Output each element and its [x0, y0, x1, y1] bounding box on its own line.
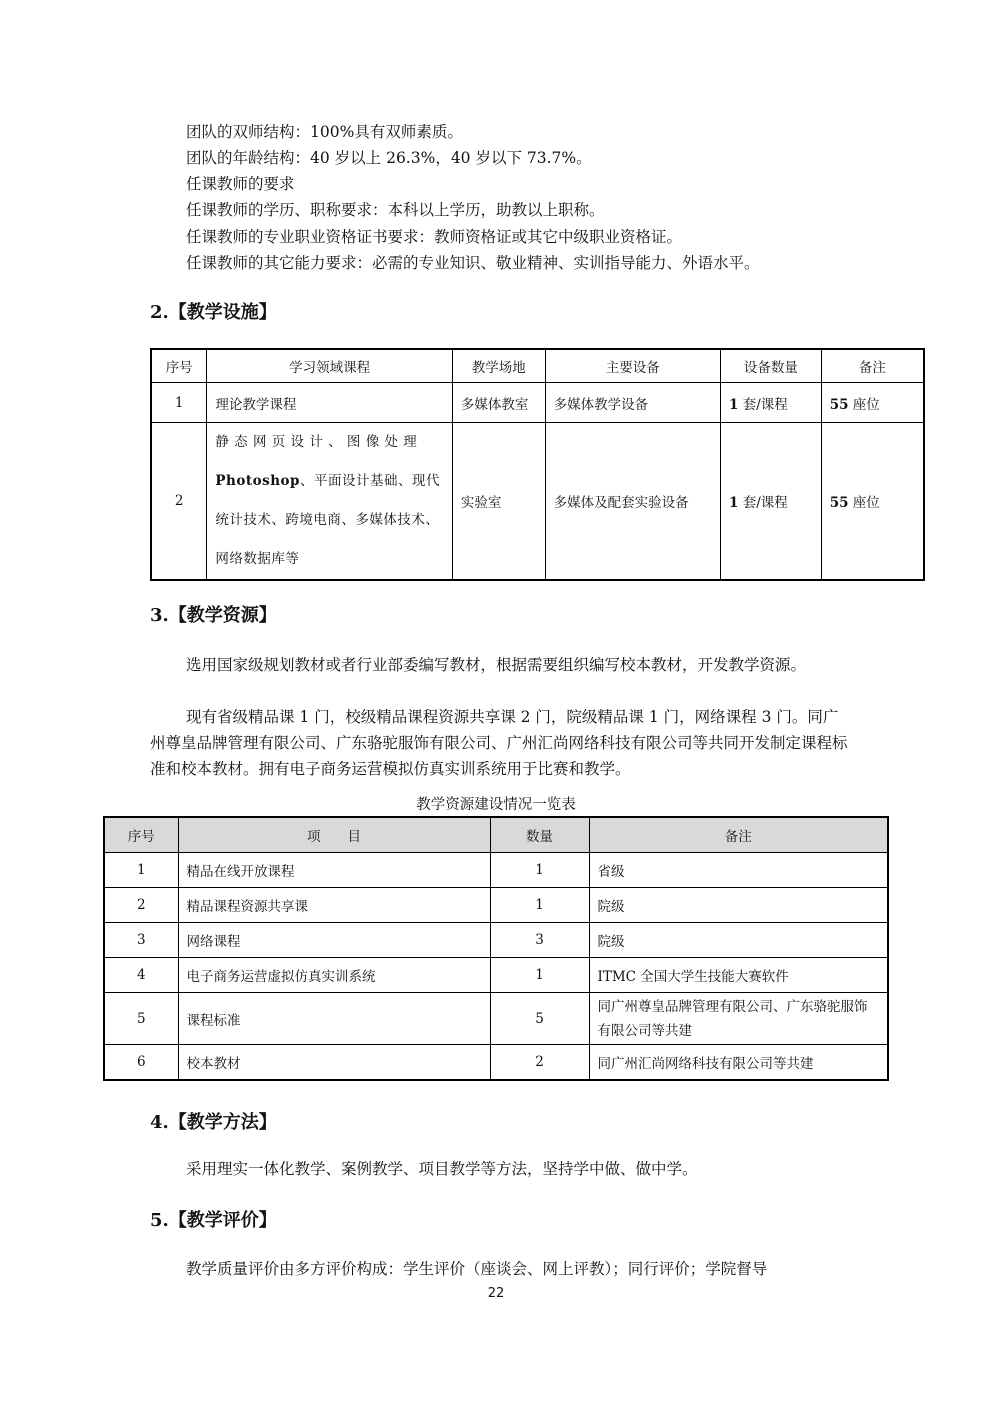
cell-qty: 1: [490, 853, 589, 888]
cell-item: 精品在线开放课程: [178, 853, 490, 888]
header-cell: 数量: [490, 817, 589, 853]
note-unit: 座位: [848, 396, 880, 413]
cell-no: 5: [104, 993, 178, 1045]
cell-no: 2: [104, 888, 178, 923]
table-row: [104, 1045, 888, 1081]
table-row: [151, 423, 924, 581]
text-line: 任课教师的学历、职称要求：本科以上学历，助教以上职称。: [186, 201, 605, 219]
header-cell: 主要设备: [545, 349, 720, 383]
header-cell: 项 目: [178, 817, 490, 853]
header-cell: 学习领域课程: [207, 349, 452, 383]
cell-item: 电子商务运营虚拟仿真实训系统: [178, 958, 490, 993]
table-row: [104, 888, 888, 923]
text-line: 任课教师的专业职业资格证书要求：教师资格证或其它中级职业资格证。: [186, 228, 683, 246]
table-header-row: [151, 349, 924, 383]
table-row: [104, 993, 888, 1045]
cell-note: ITMC 全国大学生技能大赛软件: [589, 958, 888, 993]
cell-item: 精品课程资源共享课: [178, 888, 490, 923]
qty-unit: 套/课程: [738, 495, 788, 511]
cell-item: 网络课程: [178, 923, 490, 958]
resources-table: [103, 816, 889, 1081]
cell-no: 1: [151, 383, 207, 423]
page-number: 22: [487, 1286, 505, 1301]
cell-note: 院级: [589, 888, 888, 923]
cell-qty: 5: [490, 993, 589, 1045]
table-header-row: [104, 817, 888, 853]
cell-note: [821, 423, 924, 581]
cell-qty: 3: [490, 923, 589, 958]
cell-note: 同广州尊皇品牌管理有限公司、广东骆驼服饰有限公司等共建: [589, 993, 888, 1045]
section-heading-resources: 3.【教学资源】: [150, 605, 277, 626]
paragraph: 选用国家级规划教材或者行业部委编写教材，根据需要组织编写校本教材，开发教学资源。: [186, 656, 807, 674]
text-line: 团队的年龄结构：40 岁以上 26.3%，40 岁以下 73.7%。: [186, 149, 592, 167]
cell-qty: [721, 383, 822, 423]
cell-site: 多媒体教室: [452, 383, 545, 423]
note-unit: 座位: [848, 495, 880, 511]
qty-number: 1: [729, 396, 739, 413]
course-text-a: 静 态 网 页 设 计 、 图 像 处 理: [215, 434, 418, 450]
section-heading-evaluation: 5.【教学评价】: [150, 1210, 277, 1231]
qty-number: 1: [729, 495, 739, 511]
table-caption: 教学资源建设情况一览表: [416, 797, 576, 813]
cell-item: 校本教材: [178, 1045, 490, 1081]
cell-note: 院级: [589, 923, 888, 958]
text-line: 任课教师的其它能力要求：必需的专业知识、敬业精神、实训指导能力、外语水平。: [186, 254, 760, 272]
cell-site: 实验室: [452, 423, 545, 581]
facilities-table: [150, 348, 925, 581]
qty-unit: 套/课程: [738, 396, 788, 413]
cell-no: 6: [104, 1045, 178, 1081]
text-line: 团队的双师结构：100%具有双师素质。: [186, 123, 463, 141]
cell-note: 同广州汇尚网络科技有限公司等共建: [589, 1045, 888, 1081]
cell-no: 1: [104, 853, 178, 888]
header-cell: 备注: [821, 349, 924, 383]
cell-note: 省级: [589, 853, 888, 888]
cell-qty: [721, 423, 822, 581]
header-cell: 序号: [151, 349, 207, 383]
table-row: [104, 923, 888, 958]
cell-no: 2: [151, 423, 207, 581]
cell-equipment: 多媒体教学设备: [545, 383, 720, 423]
cell-qty: 1: [490, 958, 589, 993]
cell-no: 4: [104, 958, 178, 993]
paragraph: 现有省级精品课 1 门，校级精品课程资源共享课 2 门，院级精品课 1 门，网络课程 3 门。同广州尊皇品牌管理有限公司、广东骆驼服饰有限公司、广州汇尚网络科技有限公司等共同开发制定课程标准和校本教材。拥有电子商务运营模拟仿真实训系统用于比赛和教学。: [150, 708, 848, 778]
text-line: 任课教师的要求: [186, 175, 295, 193]
cell-no: 3: [104, 923, 178, 958]
cell-course: 理论教学课程: [207, 383, 452, 423]
paragraph: 采用理实一体化教学、案例教学、项目教学等方法，坚持学中做、做中学。: [186, 1160, 698, 1178]
header-cell: 序号: [104, 817, 178, 853]
header-cell: 设备数量: [721, 349, 822, 383]
cell-item: 课程标准: [178, 993, 490, 1045]
cell-qty: 1: [490, 888, 589, 923]
table-row: [104, 958, 888, 993]
header-cell: 教学场地: [452, 349, 545, 383]
table-row: [151, 383, 924, 423]
cell-note: [821, 383, 924, 423]
cell-equipment: 多媒体及配套实验设备: [545, 423, 720, 581]
course-text-bold: Photoshop: [215, 473, 300, 489]
table-row: [104, 853, 888, 888]
cell-qty: 2: [490, 1045, 589, 1081]
section-heading-facilities: 2.【教学设施】: [150, 302, 277, 323]
cell-course: [207, 423, 452, 581]
header-cell: 备注: [589, 817, 888, 853]
paragraph: 教学质量评价由多方评价构成：学生评价（座谈会、网上评教）；同行评价；学院督导: [186, 1260, 768, 1278]
section-heading-methods: 4.【教学方法】: [150, 1112, 277, 1133]
note-number: 55: [829, 495, 849, 511]
note-number: 55: [829, 396, 849, 413]
course-text-b: 、平面设计基础、现代统计技术、跨境电商、多媒体技术、网络数据库等: [215, 473, 440, 567]
